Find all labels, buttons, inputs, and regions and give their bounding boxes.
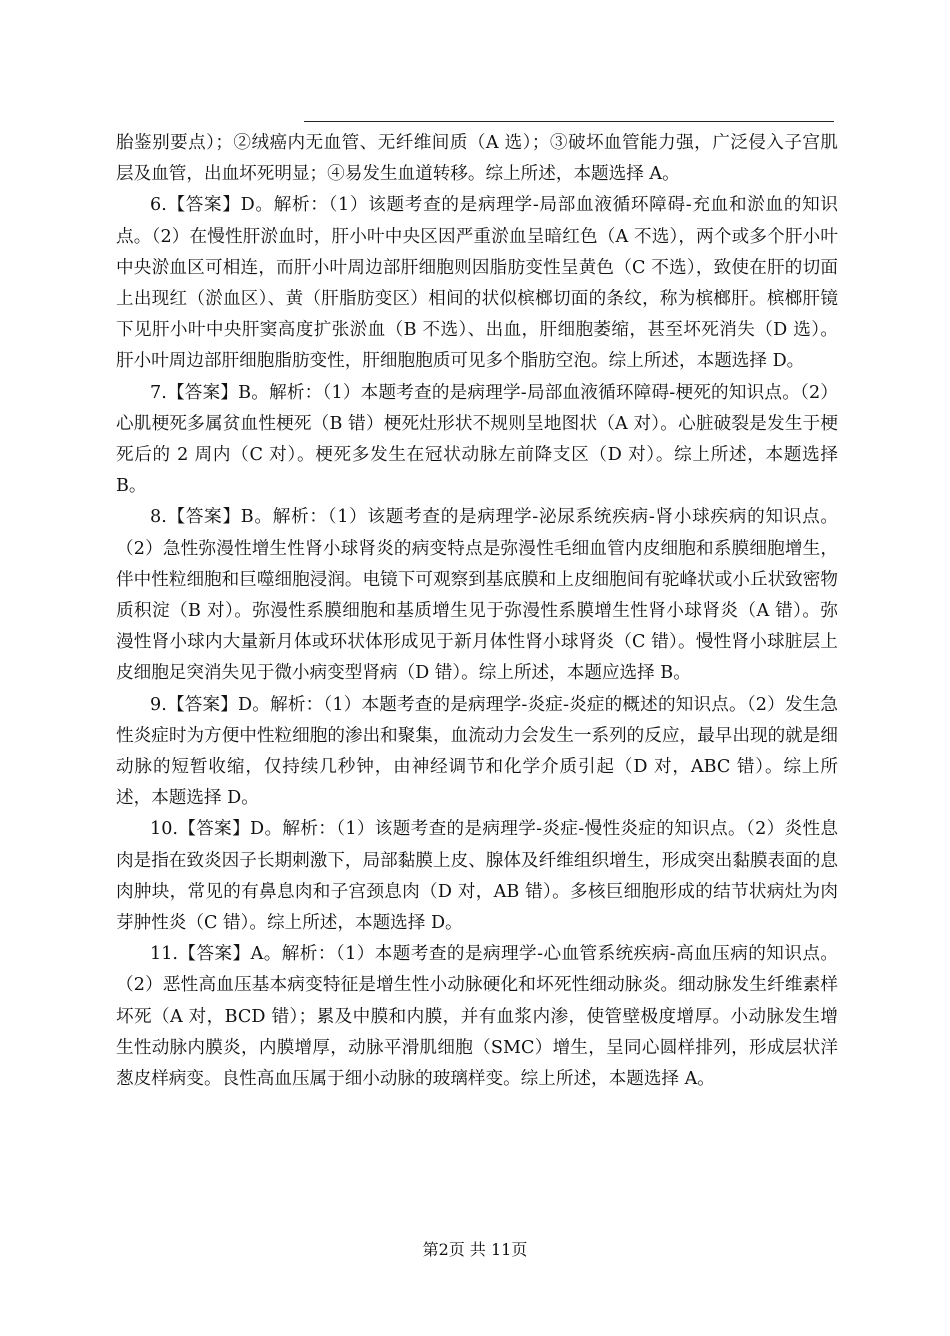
page-number: 第2页 共 11页 <box>422 1240 528 1259</box>
header-rule <box>304 121 834 122</box>
answer-7-paragraph: 7.【答案】B。解析：（1）本题考查的是病理学-局部血液循环障碍-梗死的知识点。（2）心肌梗死多属贫血性梗死（B 错）梗死灶形状不规则呈地图状（A 对）。心脏破裂是发生于梗死后的 2 周内（C 对）。梗死多发生在冠状动脉左前降支区（D 对）。综上所述，本题选择 B。 <box>116 382 838 497</box>
answer-9-paragraph: 9.【答案】D。解析：（1）本题考查的是病理学-炎症-炎症的概述的知识点。（2）发生急性炎症时为方便中性粒细胞的渗出和聚集，血流动力会发生一系列的反应，最早出现的就是细动脉的短暂收缩，仅持续几秒钟，由神经调节和化学介质引起（D 对，ABC 错）。综上所述，本题选择 D。 <box>116 694 838 809</box>
paragraph-continuation: 胎鉴别要点）；②绒癌内无血管、无纤维间质（A 选）；③破坏血管能力强，广泛侵入子宫肌层及血管，出血坏死明显；④易发生血道转移。综上所述，本题选择 A。 <box>116 133 838 185</box>
answer-11-paragraph: 11.【答案】A。解析：（1）本题考查的是病理学-心血管系统疾病-高血压病的知识点。（2）恶性高血压基本病变特征是增生性小动脉硬化和坏死性细动脉炎。细动脉发生纤维素样坏死（A 对，BCD 错）；累及中膜和内膜，并有血浆内渗，使管壁极度增厚。小动脉发生增生性动脉内膜炎，内膜增厚，动脉平滑肌细胞（SMC）增生，呈同心圆样排列，形成层状洋葱皮样病变。良性高血压属于细小动脉的玻璃样变。综上所述，本题选择 A。 <box>116 944 838 1090</box>
document-body <box>116 128 838 1095</box>
answer-10-paragraph: 10.【答案】D。解析：（1）该题考查的是病理学-炎症-慢性炎症的知识点。（2）炎性息肉是指在致炎因子长期刺激下，局部黏膜上皮、腺体及纤维组织增生，形成突出黏膜表面的息肉肿块，常见的有鼻息肉和子宫颈息肉（D 对，AB 错）。多核巨细胞形成的结节状病灶为肉芽肿性炎（C 错）。综上所述，本题选择 D。 <box>116 819 838 934</box>
answer-8-paragraph: 8.【答案】B。解析：（1）该题考查的是病理学-泌尿系统疾病-肾小球疾病的知识点。（2）急性弥漫性增生性肾小球肾炎的病变特点是弥漫性毛细血管内皮细胞和系膜细胞增生，伴中性粒细胞和巨噬细胞浸润。电镜下可观察到基底膜和上皮细胞间有驼峰状或小丘状致密物质积淀（B 对）。弥漫性系膜细胞和基质增生见于弥漫性系膜增生性肾小球肾炎（A 错）。弥漫性肾小球内大量新月体或环状体形成见于新月体性肾小球肾炎（C 错）。慢性肾小球脏层上皮细胞足突消失见于微小病变型肾病（D 错）。综上所述，本题应选择 B。 <box>116 507 838 684</box>
page-footer <box>0 1240 950 1260</box>
answer-6-paragraph: 6.【答案】D。解析：（1）该题考查的是病理学-局部血液循环障碍-充血和淤血的知识点。（2）在慢性肝淤血时，肝小叶中央区因严重淤血呈暗红色（A 不选），两个或多个肝小叶中央淤血区可相连，而肝小叶周边部肝细胞则因脂肪变性呈黄色（C 不选），致使在肝的切面上出现红（淤血区）、黄（肝脂肪变区）相间的状似槟榔切面的条纹，称为槟榔肝。槟榔肝镜下见肝小叶中央肝窦高度扩张淤血（B 不选）、出血，肝细胞萎缩，甚至坏死消失（D 选）。肝小叶周边部肝细胞脂肪变性，肝细胞胞质可见多个脂肪空泡。综上所述，本题选择 D。 <box>116 195 838 372</box>
